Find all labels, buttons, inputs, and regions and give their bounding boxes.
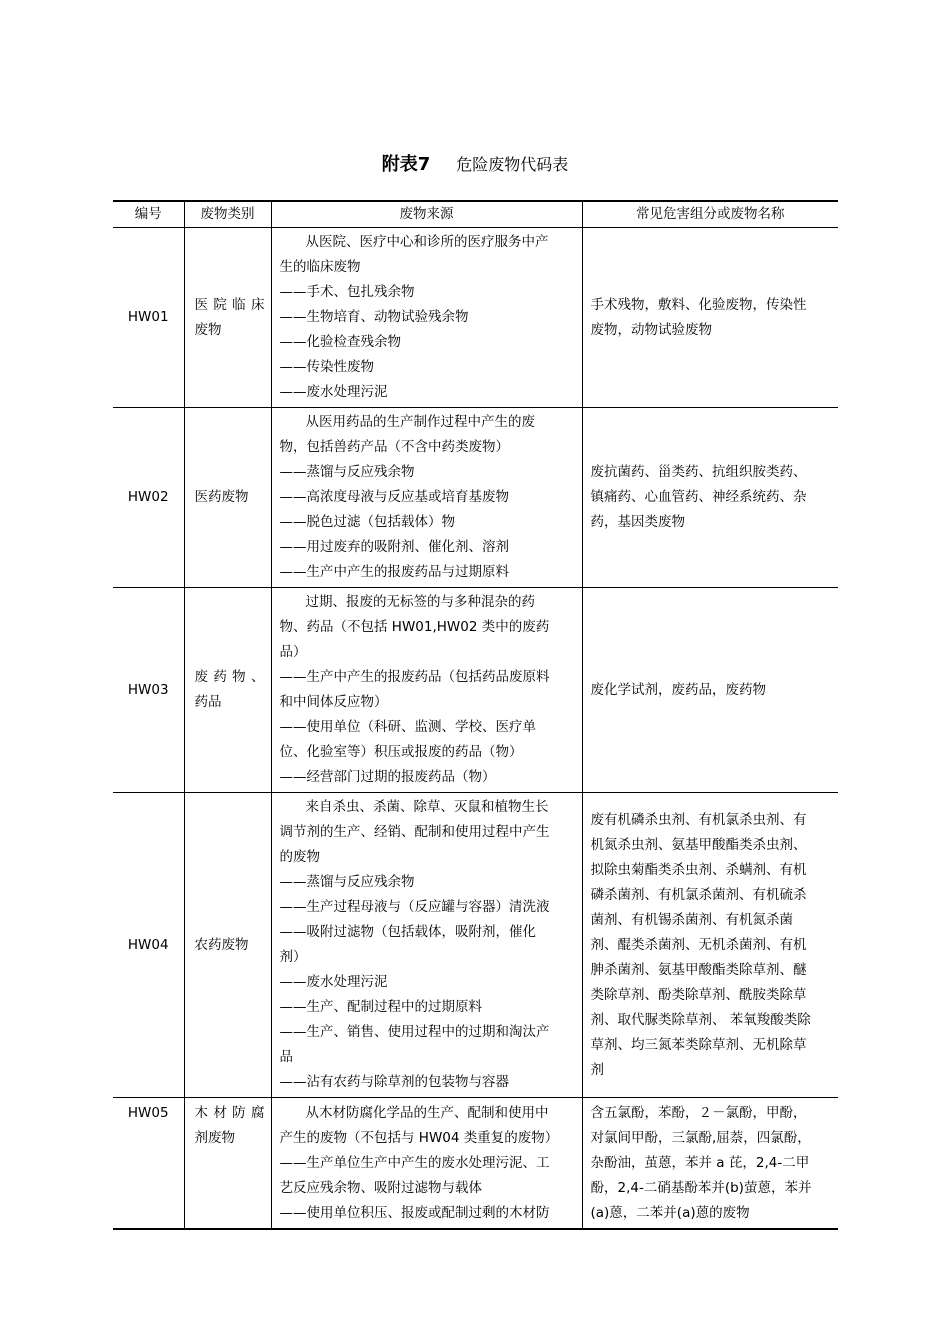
waste-category: 医院临床 废物 (184, 228, 271, 408)
waste-category: 农药废物 (184, 793, 271, 1098)
table-row (113, 228, 838, 408)
waste-names: 手术残物，敷料、化验废物，传染性 废物，动物试验废物 (582, 228, 838, 408)
waste-names: 含五氯酚，苯酚，２－氯酚，甲酚， 对氯间甲酚，三氯酚,屈萘，四氯酚， 杂酚油，茧蒽，苯并 a 芘，2,4-二甲 酚，2,4-二硝基酚苯并(b)萤蒽，苯并 (a)蒽，二苯并(a)蒽的废物 (582, 1098, 838, 1230)
table-row (113, 408, 838, 588)
table-header-row (113, 201, 838, 228)
hazardous-waste-table (113, 200, 838, 1230)
table-row (113, 1098, 838, 1230)
waste-source: 来自杀虫、杀菌、除草、灭鼠和植物生长 调节剂的生产、经销、配制和使用过程中产生 的废物 ——蒸馏与反应残余物 ——生产过程母液与（反应罐与容器）清洗液 ——吸附过滤物（包括载体，吸附剂，催化 剂） ——废水处理污泥 ——生产、配制过程中的过期原料 ——生产、销售、使用过程中的过期和淘汰产 品 ——沾有农药与除草剂的包装物与容器 (271, 793, 582, 1098)
waste-source: 从医用药品的生产制作过程中产生的废 物，包括兽药产品（不含中药类废物） ——蒸馏与反应残余物 ——高浓度母液与反应基或培育基废物 ——脱色过滤（包括载体）物 ——用过废弃的吸附剂、催化剂、溶剂 ——生产中产生的报废药品与过期原料 (271, 408, 582, 588)
waste-category: 木材防腐 剂废物 (184, 1098, 271, 1230)
waste-names: 废抗菌药、甾类药、抗组织胺类药、 镇痛药、心血管药、神经系统药、杂 药，基因类废物 (582, 408, 838, 588)
waste-code: HW05 (113, 1098, 184, 1230)
waste-code: HW03 (113, 588, 184, 793)
waste-code: HW02 (113, 408, 184, 588)
header-names: 常见危害组分或废物名称 (582, 201, 838, 228)
header-category: 废物类别 (184, 201, 271, 228)
waste-names: 废有机磷杀虫剂、有机氯杀虫剂、有 机氮杀虫剂、氨基甲酸酯类杀虫剂、 拟除虫菊酯类杀虫剂、杀螨剂、有机 磷杀菌剂、有机氯杀菌剂、有机硫杀 菌剂、有机锡杀菌剂、有机氮杀菌 剂、醌类杀菌剂、无机杀菌剂、有机 胂杀菌剂、氨基甲酸酯类除草剂、醚 类除草剂、酚类除草剂、酰胺类除草 剂、取代脲类除草剂、 苯氧羧酸类除 草剂、均三氮苯类除草剂、无机除草 剂 (582, 793, 838, 1098)
waste-source: 从木材防腐化学品的生产、配制和使用中 产生的废物（不包括与 HW04 类重复的废物） ——生产单位生产中产生的废水处理污泥、工 艺反应残余物、吸附过滤物与载体 ——使用单位积压、报废或配制过剩的木材防 (271, 1098, 582, 1230)
title-text: 危险废物代码表 (456, 155, 569, 174)
waste-names: 废化学试剂，废药品，废药物 (582, 588, 838, 793)
page-title (0, 150, 950, 176)
waste-code: HW04 (113, 793, 184, 1098)
table-row (113, 793, 838, 1098)
waste-source: 从医院、医疗中心和诊所的医疗服务中产 生的临床废物 ——手术、包扎残余物 ——生物培育、动物试验残余物 ——化验检查残余物 ——传染性废物 ——废水处理污泥 (271, 228, 582, 408)
header-code: 编号 (113, 201, 184, 228)
waste-code: HW01 (113, 228, 184, 408)
waste-category: 医药废物 (184, 408, 271, 588)
waste-source: 过期、报废的无标签的与多种混杂的药 物、药品（不包括 HW01,HW02 类中的废药 品） ——生产中产生的报废药品（包括药品废原料 和中间体反应物） ——使用单位（科研、监测、学校、医疗单 位、化验室等）积压或报废的药品（物） ——经营部门过期的报废药品（物） (271, 588, 582, 793)
header-source: 废物来源 (271, 201, 582, 228)
table-row (113, 588, 838, 793)
waste-category: 废药物、 药品 (184, 588, 271, 793)
title-label: 附表7 (381, 154, 431, 175)
